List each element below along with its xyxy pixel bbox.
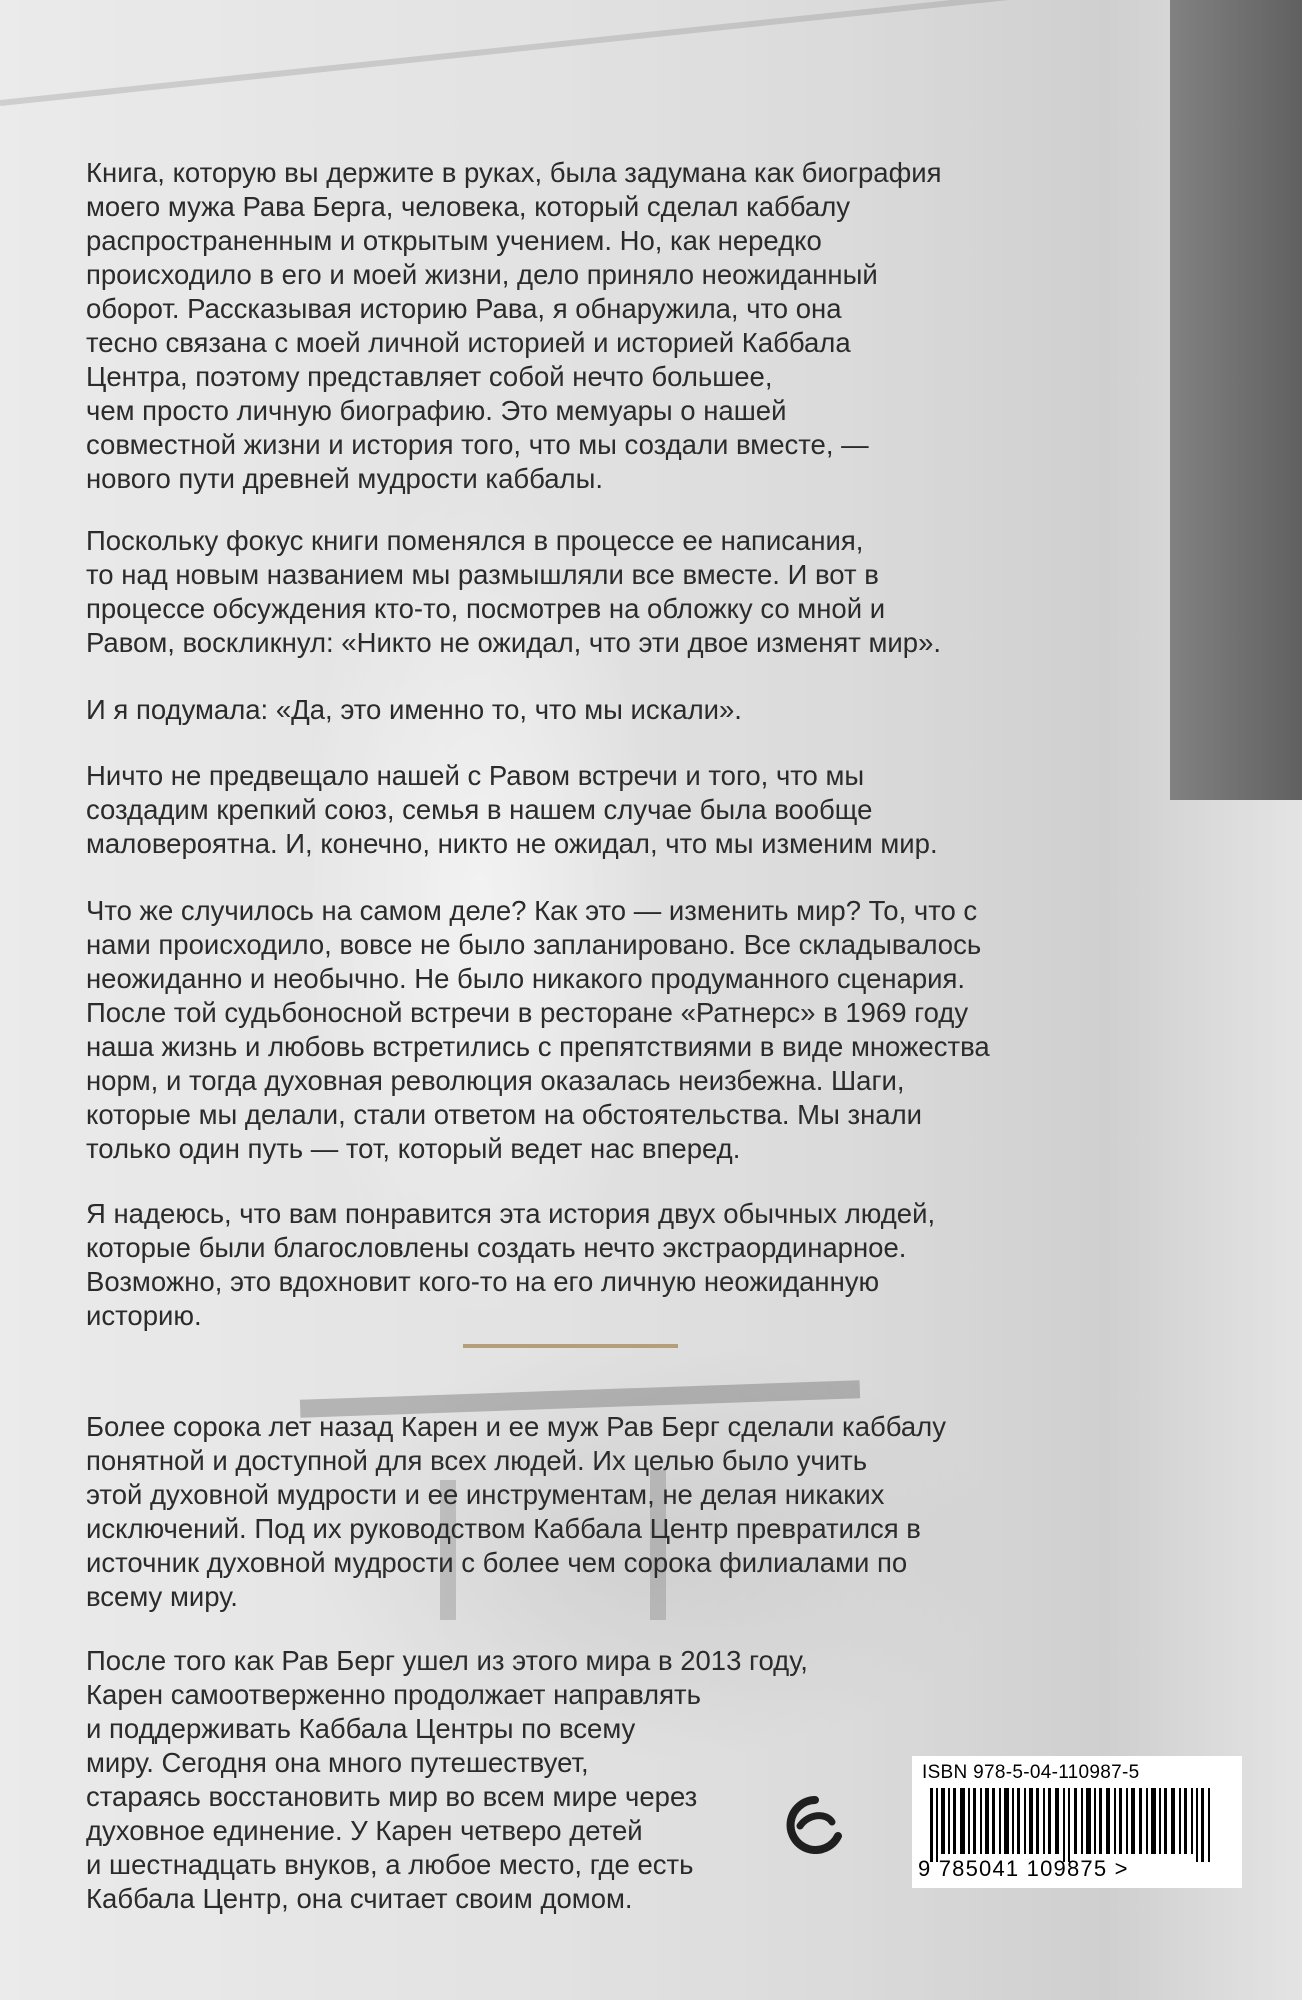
paragraph-about-author: Более сорока лет назад Карен и ее муж Рав Берг сделали каббалу понятной и доступной для всех людей. Их целью было учить этой духовной мудрости и ее инструментам, не делая никаких исключений. Под их руководством Каббала Центр превратился в источник духовной мудрости с более чем сорока филиалами по всему миру.: [86, 1411, 946, 1612]
barcode-digits: 9 785041 109875 >: [918, 1856, 1129, 1881]
paragraph-intro: Книга, которую вы держите в руках, была задумана как биография моего мужа Рава Берга, человека, который сделал каббалу распространенным и открытым учением. Но, как нередко происходило в его и моей жизни, дело приняло неожиданный оборот. Рассказывая историю Рава, я обнаружила, что она тесно связана с моей личной историей и историей Каббала Центра, поэтому представляет собой нечто большее, чем просто личную биографию. Это мемуары о нашей совместной жизни и история того, что мы создали вместе, — нового пути древней мудрости каббалы.: [86, 157, 942, 494]
barcode-label: [912, 1756, 1242, 1888]
paragraph-title-story: Поскольку фокус книги поменялся в процессе ее написания, то над новым названием мы размышляли все вместе. И вот в процессе обсуждения кто-то, посмотрев на обложку со мной и Равом, воскликнул: «Никто не ожидал, что эти двое изменят мир».: [86, 525, 942, 658]
paragraph-meeting: Ничто не предвещало нашей с Равом встречи и того, что мы создадим крепкий союз, семья в нашем случае была вообще маловероятна. И, конечно, никто не ожидал, что мы изменим мир.: [86, 760, 938, 859]
paragraph-thought: И я подумала: «Да, это именно то, что мы искали».: [86, 694, 742, 725]
background-doorway: [1170, 0, 1302, 800]
isbn-text: ISBN 978-5-04-110987-5: [922, 1762, 1140, 1783]
background-wall-line: [0, 0, 1295, 106]
eksmo-logo-icon: [786, 1796, 844, 1854]
section-divider: [463, 1344, 678, 1348]
barcode-bars: [930, 1788, 1216, 1862]
paragraph-what-happened: Что же случилось на самом деле? Как это — изменить мир? То, что с нами происходило, вовсе не было запланировано. Все складывалось неожиданно и необычно. Не было никакого продуманного сценария. После той судьбоносной встречи в ресторане «Ратнерс» в 1969 году наша жизнь и любовь встретились с препятствиями в виде множества норм, и тогда духовная революция оказалась неизбежна. Шаги, которые мы делали, стали ответом на обстоятельства. Мы знали только один путь — тот, который ведет нас вперед.: [86, 895, 990, 1164]
paragraph-hope: Я надеюсь, что вам понравится эта история двух обычных людей, которые были благословлены создать нечто экстраординарное. Возможно, это вдохновит кого-то на его личную неожиданную историю.: [86, 1198, 936, 1331]
paragraph-author-today: После того как Рав Берг ушел из этого мира в 2013 году, Карен самоотверженно продолжает направлять и поддерживать Каббала Центры по всему миру. Сегодня она много путешествует, стараясь восстановить мир во всем мире через духовное единение. У Карен четверо детей и шестнадцать внуков, а любое место, где есть Каббала Центр, она считает своим домом.: [86, 1645, 808, 1914]
